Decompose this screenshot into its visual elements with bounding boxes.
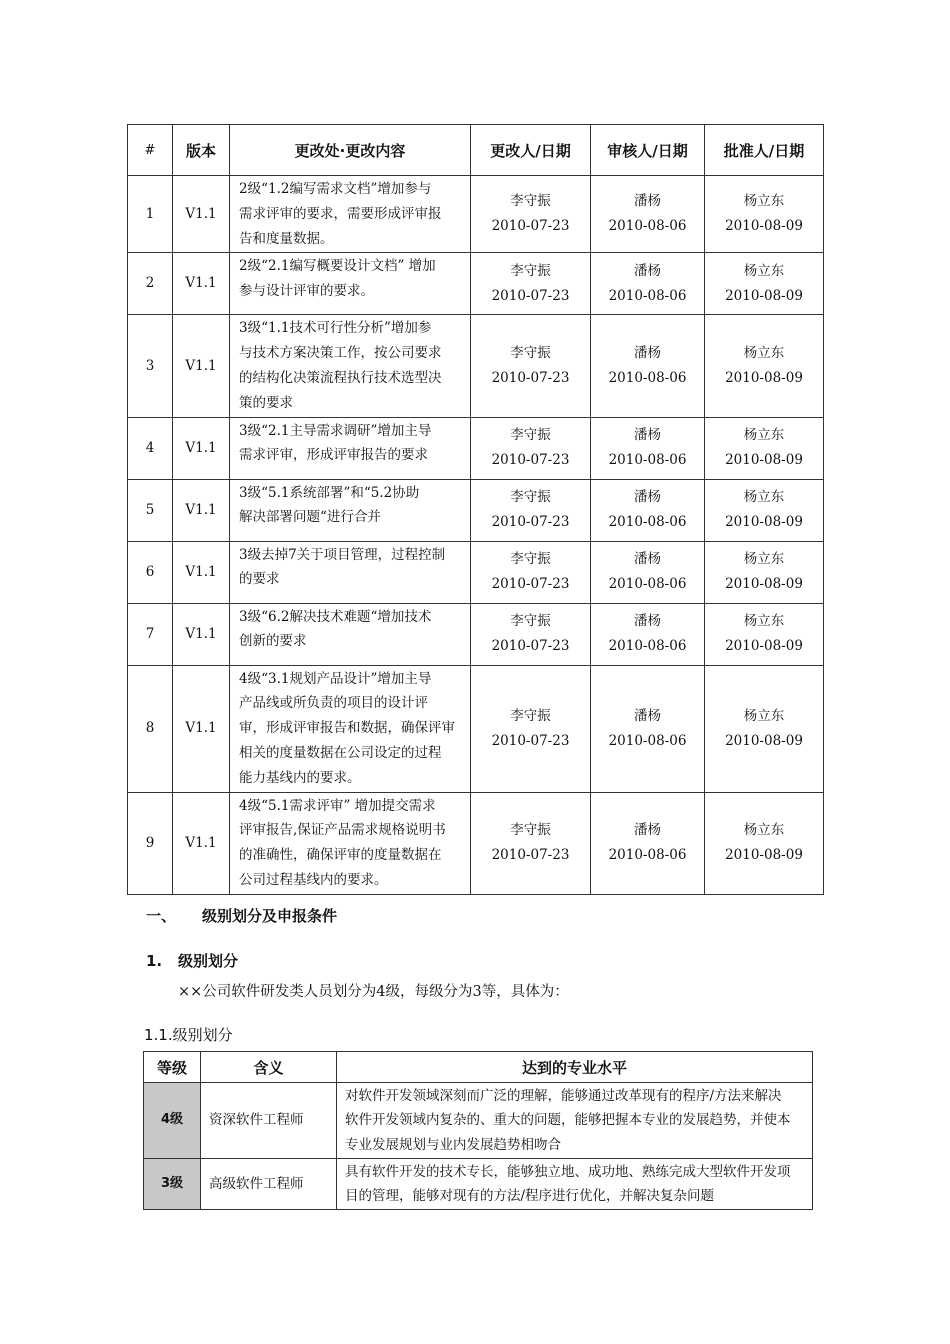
person-name: 李守振: [510, 345, 551, 362]
person-name: 李守振: [510, 613, 551, 630]
header-professional-level: 达到的专业水平: [337, 1052, 813, 1083]
row-change-content: [230, 253, 471, 315]
change-content-line: 解决部署问题“进行合并: [239, 509, 381, 526]
revision-row: [128, 792, 824, 894]
person-name: 李守振: [510, 263, 551, 280]
date: 2010-08-06: [608, 287, 687, 304]
date: 2010-08-09: [725, 369, 803, 386]
change-content-line: 3级去掉7关于项目管理，过程控制: [239, 546, 446, 563]
row-change-content: [230, 479, 471, 541]
date: 2010-07-23: [491, 287, 570, 304]
date: 2010-08-09: [725, 576, 803, 593]
row-reviewer: [591, 479, 705, 541]
row-number: 7: [128, 603, 173, 665]
date: 2010-08-06: [608, 847, 687, 864]
change-content-line: 的结构化决策流程执行技术选型决: [239, 369, 442, 386]
row-changer: [471, 541, 591, 603]
change-content-line: 3级“1.1技术可行性分析”增加参: [239, 320, 432, 337]
date: 2010-07-23: [491, 732, 570, 749]
professional-level-line: 目的管理，能够对现有的方法/程序进行优化，并解决复杂问题: [345, 1188, 715, 1204]
row-reviewer: [591, 176, 705, 253]
person-name: 杨立东: [743, 263, 785, 280]
change-content-line: 需求评审的要求，需要形成评审报: [239, 205, 442, 222]
person-name: 潘杨: [634, 822, 661, 839]
row-version: V1.1: [173, 417, 230, 479]
row-reviewer: [591, 315, 705, 417]
change-content-line: 3级“2.1主导需求调研”增加主导: [239, 422, 432, 439]
date: 2010-08-09: [725, 638, 803, 655]
level-row: [144, 1159, 813, 1210]
row-changer: [471, 253, 591, 315]
person-name: 潘杨: [634, 489, 661, 506]
row-changer: [471, 665, 591, 792]
row-changer: [471, 315, 591, 417]
row-number: 8: [128, 665, 173, 792]
row-version: V1.1: [173, 315, 230, 417]
change-content-line: 评审报告,保证产品需求规格说明书: [239, 822, 446, 839]
header-level: 等级: [144, 1052, 201, 1083]
section-number: 1.: [146, 952, 163, 970]
person-name: 杨立东: [743, 707, 785, 724]
professional-level-line: 专业发展规划与业内发展趋势相吻合: [345, 1136, 561, 1153]
level-cell: 4级: [144, 1083, 201, 1159]
row-version: V1.1: [173, 792, 230, 894]
row-changer: [471, 176, 591, 253]
change-content-line: 3级“6.2解决技术难题“增加技术: [239, 608, 432, 625]
row-reviewer: [591, 792, 705, 894]
header-reviewer-date: 审核人/日期: [591, 125, 705, 176]
date: 2010-08-09: [725, 218, 803, 235]
person-name: 李守振: [510, 822, 551, 839]
date: 2010-08-09: [725, 732, 803, 749]
row-reviewer: [591, 417, 705, 479]
professional-level-line: 对软件开发领域深刻而广泛的理解，能够通过改革现有的程序/方法来解决: [345, 1087, 782, 1104]
row-approver: [705, 541, 824, 603]
row-change-content: [230, 792, 471, 894]
row-version: V1.1: [173, 665, 230, 792]
header-no: #: [128, 125, 173, 176]
row-approver: [705, 479, 824, 541]
row-change-content: [230, 603, 471, 665]
change-content-line: 告和度量数据。: [239, 230, 334, 247]
revision-history-table: [127, 124, 824, 895]
person-name: 杨立东: [743, 613, 785, 630]
header-version: 版本: [173, 125, 230, 176]
person-name: 李守振: [510, 193, 551, 210]
change-content-line: 产品线或所负责的项目的设计评: [239, 695, 428, 712]
professional-level-line: 软件开发领域内复杂的、重大的问题，能够把握本专业的发展趋势，并使本: [345, 1112, 791, 1129]
level-header-row: [144, 1052, 813, 1083]
date: 2010-08-09: [725, 452, 803, 469]
person-name: 杨立东: [743, 345, 785, 362]
revision-row: [128, 479, 824, 541]
section-number: 一、: [146, 907, 177, 925]
date: 2010-07-23: [491, 369, 570, 386]
row-approver: [705, 253, 824, 315]
row-reviewer: [591, 253, 705, 315]
person-name: 李守振: [510, 551, 551, 568]
person-name: 李守振: [510, 707, 551, 724]
person-name: 杨立东: [743, 551, 785, 568]
change-content-line: 策的要求: [239, 394, 293, 411]
meaning-cell: 高级软件工程师: [201, 1159, 337, 1210]
date: 2010-07-23: [491, 576, 570, 593]
row-number: 4: [128, 417, 173, 479]
date: 2010-08-06: [608, 732, 687, 749]
revision-row: [128, 603, 824, 665]
row-change-content: [230, 315, 471, 417]
date: 2010-08-06: [608, 369, 687, 386]
row-number: 2: [128, 253, 173, 315]
revision-row: [128, 417, 824, 479]
row-approver: [705, 176, 824, 253]
change-content-line: 相关的度量数据在公司设定的过程: [239, 744, 442, 761]
date: 2010-08-06: [608, 452, 687, 469]
change-content-line: 4级“5.1需求评审” 增加提交需求: [239, 797, 436, 814]
date: 2010-08-09: [725, 514, 803, 531]
change-content-line: 的准确性，确保评审的度量数据在: [239, 847, 442, 864]
subsection-heading: 1.1.级别划分: [144, 1026, 233, 1044]
header-change-content: 更改处·更改内容: [230, 125, 471, 176]
row-number: 6: [128, 541, 173, 603]
row-version: V1.1: [173, 603, 230, 665]
level-row: [144, 1083, 813, 1159]
section-title: 级别划分及申报条件: [202, 907, 338, 925]
person-name: 杨立东: [743, 822, 785, 839]
change-content-line: 的要求: [239, 571, 280, 588]
section-heading-1: [146, 905, 337, 926]
row-approver: [705, 417, 824, 479]
revision-row: [128, 253, 824, 315]
row-changer: [471, 792, 591, 894]
change-content-line: 2级“2.1编写概要设计文档” 增加: [239, 258, 436, 275]
header-changer-date: 更改人/日期: [471, 125, 591, 176]
row-version: V1.1: [173, 253, 230, 315]
meaning-cell: 资深软件工程师: [201, 1083, 337, 1159]
level-table: [143, 1051, 813, 1210]
person-name: 潘杨: [634, 263, 661, 280]
row-changer: [471, 603, 591, 665]
change-content-line: 2级“1.2编写需求文档”增加参与: [239, 181, 432, 197]
change-content-line: 3级“5.1系统部署”和“5.2协助: [239, 484, 420, 501]
date: 2010-07-23: [491, 514, 570, 531]
date: 2010-08-09: [725, 847, 803, 864]
row-changer: [471, 479, 591, 541]
section-title: 级别划分: [178, 952, 239, 970]
row-version: V1.1: [173, 176, 230, 253]
row-change-content: [230, 417, 471, 479]
date: 2010-08-06: [608, 218, 687, 235]
intro-paragraph: ××公司软件研发类人员划分为4级，每级分为3等，具体为：: [178, 984, 569, 1000]
row-change-content: [230, 665, 471, 792]
row-change-content: [230, 176, 471, 253]
row-approver: [705, 792, 824, 894]
row-number: 5: [128, 479, 173, 541]
revision-row: [128, 541, 824, 603]
person-name: 杨立东: [743, 489, 785, 506]
change-content-line: 创新的要求: [239, 633, 307, 650]
person-name: 杨立东: [743, 193, 785, 210]
professional-level-line: 具有软件开发的技术专长，能够独立地、成功地、熟练完成大型软件开发项: [345, 1163, 791, 1180]
date: 2010-07-23: [491, 218, 570, 235]
row-changer: [471, 417, 591, 479]
date: 2010-08-09: [725, 287, 803, 304]
row-number: 1: [128, 176, 173, 253]
row-version: V1.1: [173, 479, 230, 541]
row-reviewer: [591, 665, 705, 792]
header-meaning: 含义: [201, 1052, 337, 1083]
row-number: 9: [128, 792, 173, 894]
person-name: 潘杨: [634, 551, 661, 568]
row-number: 3: [128, 315, 173, 417]
change-content-line: 4级“3.1规划产品设计”增加主导: [239, 670, 432, 687]
change-content-line: 需求评审，形成评审报告的要求: [239, 447, 428, 464]
date: 2010-07-23: [491, 638, 570, 655]
person-name: 潘杨: [634, 193, 661, 210]
revision-header-row: [128, 125, 824, 176]
revision-row: [128, 315, 824, 417]
person-name: 潘杨: [634, 345, 661, 362]
row-approver: [705, 603, 824, 665]
revision-row: [128, 176, 824, 253]
date: 2010-07-23: [491, 452, 570, 469]
level-cell: 3级: [144, 1159, 201, 1210]
person-name: 李守振: [510, 427, 551, 444]
professional-level-cell: [337, 1159, 813, 1210]
person-name: 潘杨: [634, 613, 661, 630]
row-approver: [705, 665, 824, 792]
change-content-line: 审，形成评审报告和数据，确保评审: [239, 720, 455, 737]
row-reviewer: [591, 603, 705, 665]
change-content-line: 公司过程基线内的要求。: [239, 871, 388, 888]
change-content-line: 参与设计评审的要求。: [239, 283, 374, 300]
date: 2010-08-06: [608, 638, 687, 655]
row-change-content: [230, 541, 471, 603]
person-name: 潘杨: [634, 427, 661, 444]
section-heading-1-1: [146, 950, 238, 971]
date: 2010-08-06: [608, 514, 687, 531]
header-approver-date: 批准人/日期: [705, 125, 824, 176]
professional-level-cell: [337, 1083, 813, 1159]
person-name: 潘杨: [634, 707, 661, 724]
person-name: 杨立东: [743, 427, 785, 444]
row-approver: [705, 315, 824, 417]
row-reviewer: [591, 541, 705, 603]
change-content-line: 能力基线内的要求。: [239, 769, 361, 786]
change-content-line: 与技术方案决策工作，按公司要求: [239, 345, 442, 362]
row-version: V1.1: [173, 541, 230, 603]
revision-row: [128, 665, 824, 792]
date: 2010-08-06: [608, 576, 687, 593]
person-name: 李守振: [510, 489, 551, 506]
date: 2010-07-23: [491, 847, 570, 864]
